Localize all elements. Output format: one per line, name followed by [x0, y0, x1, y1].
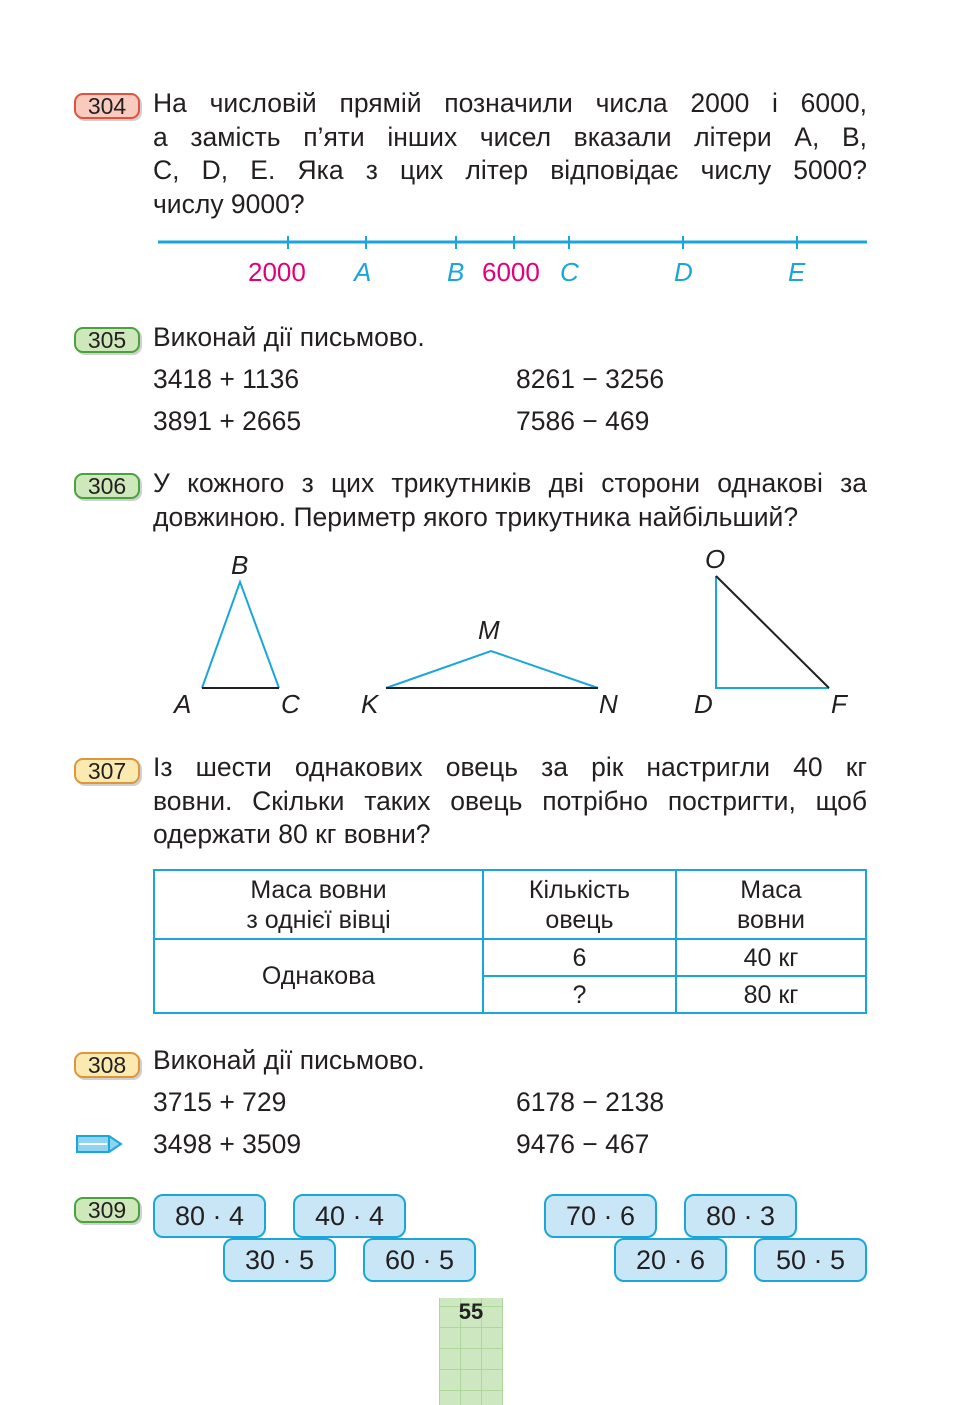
table-header-line: з однієї вівці [246, 905, 391, 934]
vertex-k: K [361, 689, 379, 719]
wool-table [153, 869, 867, 1014]
table-cell: ? [483, 976, 676, 1013]
page-number: 55 [458, 1299, 484, 1324]
number-line-label-6000: 6000 [482, 257, 540, 287]
problem-304-line-4: числу 9000? [153, 188, 305, 219]
table-header-wool-per-sheep [154, 870, 483, 939]
number-line-label-e: E [788, 257, 806, 287]
problem-308-expr-1: 3715 + 729 [153, 1087, 287, 1117]
problem-308-expr-4: 9476 − 467 [516, 1129, 650, 1159]
problem-305-expr-2: 8261 − 3256 [516, 364, 665, 394]
problem-307-line-3: одержати 80 кг вовни? [153, 819, 431, 849]
problem-306-line-1: У кожного з цих трикутників дві сторони однакові за [153, 468, 867, 498]
number-line-label-a: A [354, 257, 372, 287]
problem-304-number: 304 [74, 93, 140, 119]
vertex-f: F [831, 689, 847, 719]
table-header-wool-mass [676, 870, 866, 939]
triangle-kmn-sides [386, 651, 598, 688]
problem-306-line-2: довжиною. Периметр якого трикутника найбільший? [153, 501, 799, 532]
vertex-n: N [599, 689, 618, 719]
table-cell: 80 кг [676, 976, 866, 1013]
problem-307-line-2: вовни. Скільки таких овець потрібно постригти, щоб [153, 785, 867, 816]
expression-pill: 50 · 5 [754, 1238, 867, 1282]
vertex-a: A [174, 689, 192, 719]
triangle-abc-sides [202, 582, 279, 688]
problem-307-line-1: Із шести однакових овець за рік настригли 40 кг [153, 752, 867, 782]
problem-308-expr-3: 3498 + 3509 [153, 1129, 302, 1159]
problem-305-title: Виконай дії письмово. [153, 322, 425, 352]
problem-305-expr-1: 3418 + 1136 [153, 364, 300, 394]
problem-307-number: 307 [74, 758, 140, 784]
vertex-m: M [478, 615, 500, 645]
number-line-label-b: B [447, 257, 465, 287]
problem-305-expr-3: 3891 + 2665 [153, 406, 302, 436]
table-header-line: Кількість [528, 875, 631, 904]
table-cell: 40 кг [676, 939, 866, 976]
number-line-label-d: D [674, 257, 693, 287]
table-cell: 6 [483, 939, 676, 976]
number-line [0, 0, 963, 260]
problem-304-line-1: На числовій прямій позначили числа 2000 і 6000, [153, 88, 867, 118]
problem-306-text [153, 467, 867, 534]
problem-308-title: Виконай дії письмово. [153, 1045, 425, 1075]
table-header-sheep-count [483, 870, 676, 939]
expression-pill: 30 · 5 [223, 1238, 336, 1282]
vertex-b: B [231, 550, 249, 580]
problem-305-expr-4: 7586 − 469 [516, 406, 650, 436]
problem-308-expr-2: 6178 − 2138 [516, 1087, 665, 1117]
problem-308-number: 308 [74, 1052, 140, 1078]
number-line-label-2000: 2000 [248, 257, 306, 287]
table-cell-same: Однакова [154, 939, 483, 1013]
problem-305-number: 305 [74, 327, 140, 353]
problem-309-number: 309 [74, 1197, 140, 1223]
expression-pill: 60 · 5 [363, 1238, 476, 1282]
expression-pill: 80 · 3 [684, 1194, 797, 1238]
problem-307-text [153, 751, 867, 852]
vertex-d: D [694, 689, 713, 719]
page-number-box [439, 1298, 503, 1405]
expression-pill: 20 · 6 [614, 1238, 727, 1282]
expression-pill: 40 · 4 [293, 1194, 406, 1238]
table-header-line: вовни [737, 905, 805, 934]
number-line-label-c: C [560, 257, 579, 287]
expression-pill: 70 · 6 [544, 1194, 657, 1238]
table-header-line: Маса [740, 875, 802, 904]
problem-304-line-2: а замість п’яти інших чисел вказали літери A, B, [153, 121, 867, 152]
table-header-line: Маса вовни [250, 875, 387, 904]
pencil-icon [75, 1133, 123, 1155]
vertex-c: C [281, 689, 300, 719]
expression-pill: 80 · 4 [153, 1194, 266, 1238]
problem-306-number: 306 [74, 473, 140, 499]
problem-304-line-3: C, D, E. Яка з цих літер відповідає числу 5000? [153, 155, 867, 185]
triangle-odf-hypotenuse [716, 576, 829, 688]
table-header-line: овець [545, 905, 614, 934]
vertex-o: O [705, 544, 726, 574]
